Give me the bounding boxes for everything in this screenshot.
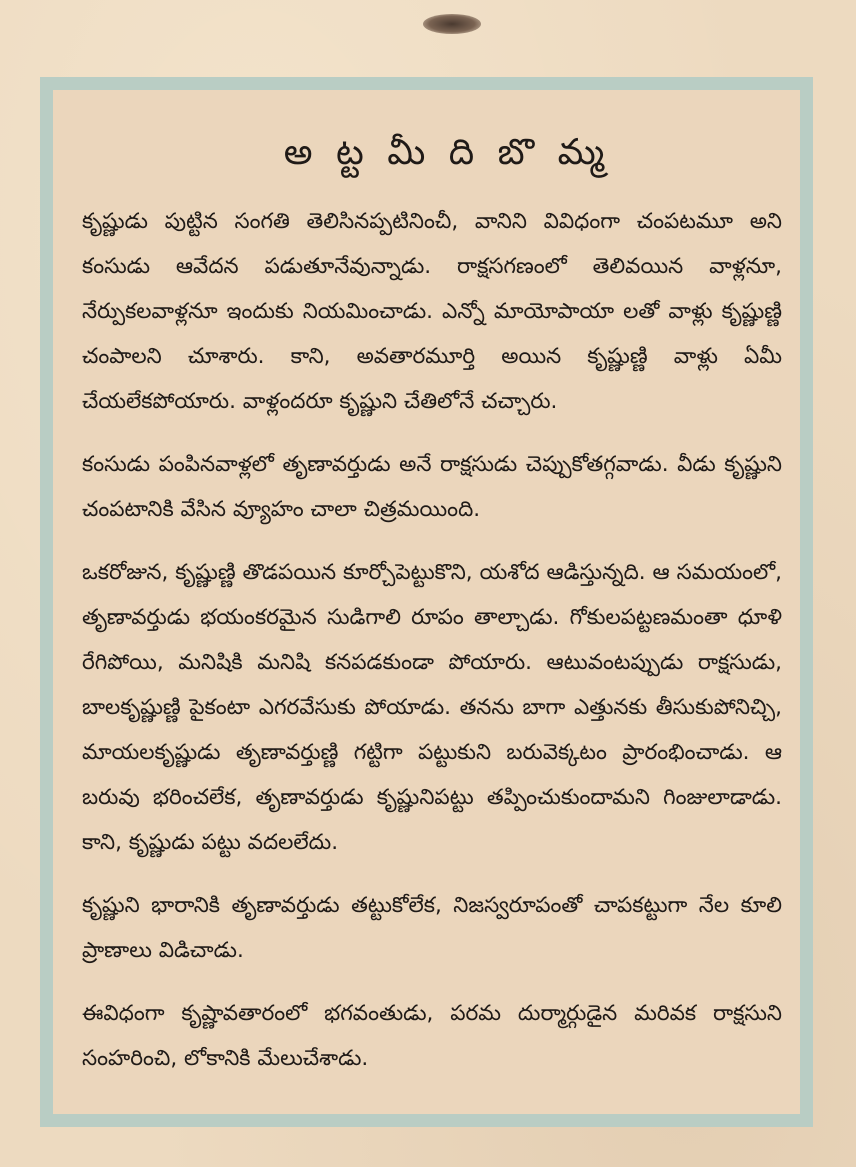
paragraph-5: ఈవిధంగా కృష్ణావతారంలో భగవంతుడు, పరమ దుర్మార్గుడైన మరివక రాక్షసుని సంహరించి, లోకానికి మేలుచేశాడు.	[82, 1001, 782, 1071]
paragraph-4: కృష్ణుని భారానికి తృణావర్తుడు తట్టుకోలేక, నిజస్వరూపంతో చాపకట్టుగా నేల కూలి ప్రాణాలు విడిచాడు.	[82, 893, 782, 963]
story-content	[82, 130, 782, 1099]
punch-hole	[423, 14, 481, 34]
page-title: అ ట్ట మీ ది బొ మ్మ	[283, 132, 611, 173]
paragraph-1: కృష్ణుడు పుట్టిన సంగతి తెలిసినప్పటినించీ, వానిని వివిధంగా చంపటమూ అని కంసుడు ఆవేదన పడుతూనేవున్నాడు. రాక్షసగణంలో తెలివయిన వాళ్లనూ, నేర్పుకలవాళ్లనూ ఇందుకు నియమించాడు. ఎన్నో మాయోపాయా లతో వాళ్లు కృష్ణుణ్ణి చంపాలని చూశారు. కాని, అవతారమూర్తి అయిన కృష్ణుణ్ణి వాళ్లు ఏమీ చేయలేకపోయారు. వాళ్లందరూ కృష్ణుని చేతిలోనే చచ్చారు.	[82, 209, 782, 414]
paragraph-2: కంసుడు పంపినవాళ్లలో తృణావర్తుడు అనే రాక్షసుడు చెప్పుకోతగ్గవాడు. వీడు కృష్ణుని చంపటానికి వేసిన వ్యూహం చాలా చిత్రమయింది.	[82, 452, 782, 522]
paragraph-3: ఒకరోజున, కృష్ణుణ్ణి తొడపయిన కూర్చోపెట్టుకొని, యశోద ఆడిస్తున్నది. ఆ సమయంలో, తృణావర్తుడు భయంకరమైన సుడిగాలి రూపం తాల్చాడు. గోకులపట్టణమంతా ధూళి రేగిపోయి, మనిషికి మనిషి కనపడకుండా పోయారు. ఆటువంటప్పుడు రాక్షసుడు, బాలకృష్ణుణ్ణి పైకంటా ఎగరవేసుకు పోయాడు. తనను బాగా ఎత్తునకు తీసుకుపోనిచ్చి, మాయలకృష్ణుడు తృణావర్తుణ్ణి గట్టిగా పట్టుకుని బరువెక్కటం ప్రారంభించాడు. ఆ బరువు భరించలేక, తృణావర్తుడు కృష్ణునిపట్టు తప్పించుకుందామని గింజులాడాడు. కాని, కృష్ణుడు పట్టు వదలలేదు.	[82, 560, 782, 855]
